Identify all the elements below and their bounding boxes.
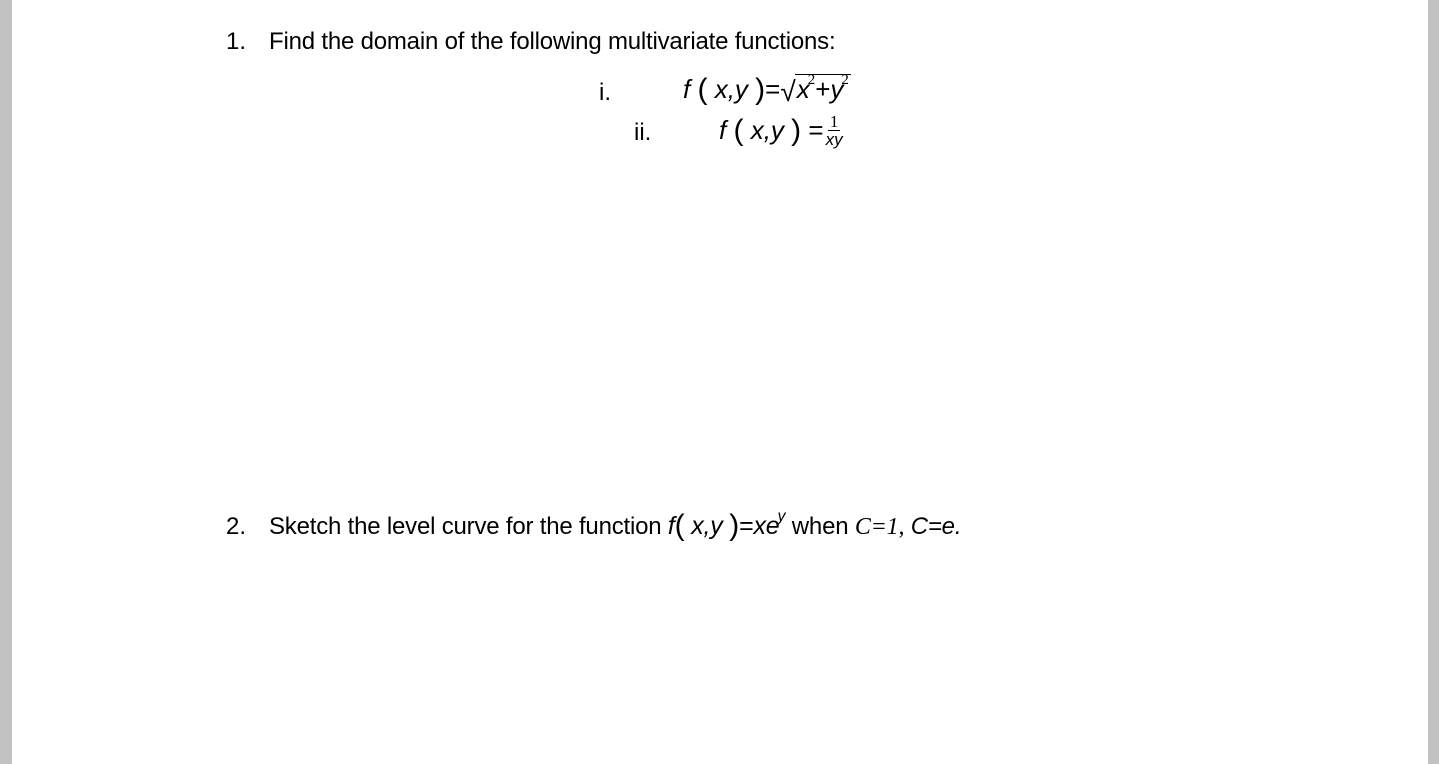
function-args: x,y [714,74,748,104]
equation-ii: f ( x,y ) = $\frac{1}{xy}$ [719,112,843,149]
square-root [780,74,851,108]
item-label: i. [599,79,611,106]
variable-y: y [830,74,844,104]
equation-i: f ( x,y )$=√x^2+y^2$ [683,72,849,107]
c-value-1: C=1 [854,514,899,540]
variable-x: x [796,74,810,104]
function-name: f [719,114,727,145]
question-text: Find the domain of the following multivariate functions: [269,28,836,55]
numerator: 1 [829,112,839,131]
plus-sign: + [815,74,831,104]
equals-sign: = [808,114,824,145]
fraction [825,113,844,149]
exponent: 2 [841,72,849,88]
equals-sign: = [739,512,754,540]
question-text: Sketch the level curve for the function [269,513,662,540]
item-label: ii. [634,119,652,146]
document-page [12,0,1428,764]
function-args: x,y [750,114,784,145]
function-rhs: xe [753,512,780,540]
radical-icon: √ [780,76,796,107]
function-name: f [683,74,691,104]
comma: , [898,514,905,540]
function-args: x,y [691,512,723,540]
function-name: f [667,512,675,540]
exponent: y [777,508,786,525]
question-number: 2. [226,513,247,540]
equals-sign: = [765,74,781,104]
when-word: when [791,513,849,540]
level-c1 [855,514,904,540]
question-number: 1. [226,28,247,55]
equation-level-curve: f( x,y )$=xe^y$ [667,508,786,542]
exponent: 2 [807,72,816,88]
level-c2: C=e. [910,513,962,540]
question-text-line [269,508,962,544]
denominator: xy [825,130,843,149]
